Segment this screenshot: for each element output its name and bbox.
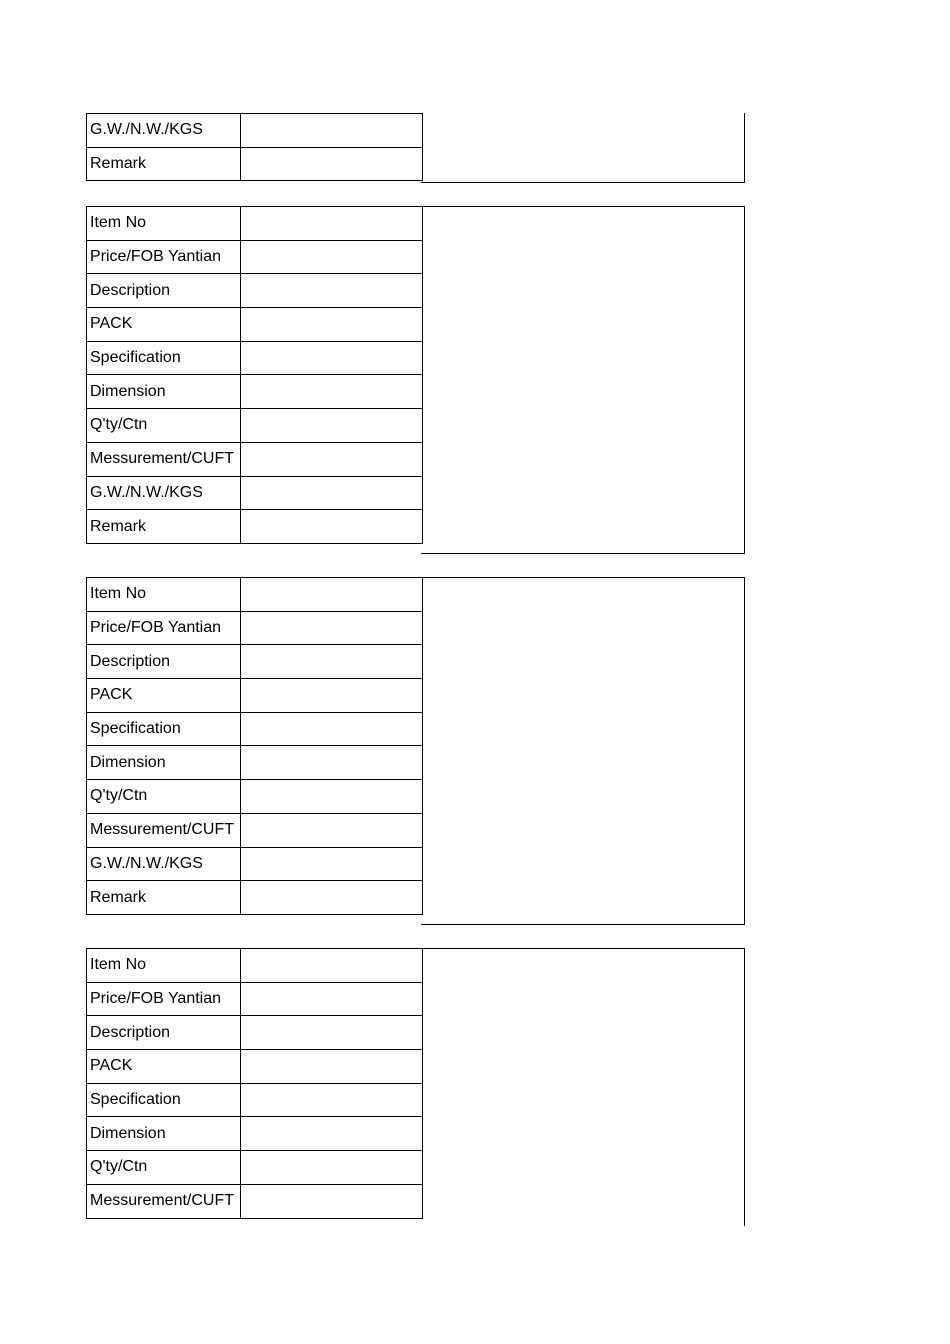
table-row: [87, 847, 423, 881]
row-label: Description: [87, 645, 241, 679]
row-label: Dimension: [87, 375, 241, 409]
row-label: Price/FOB Yantian: [87, 611, 241, 645]
table-row: [87, 645, 423, 679]
row-value[interactable]: [241, 476, 423, 510]
row-label: Remark: [87, 147, 241, 181]
row-label: Price/FOB Yantian: [87, 240, 241, 274]
table-row: [87, 114, 423, 148]
row-value[interactable]: [241, 207, 423, 241]
row-value[interactable]: [241, 409, 423, 443]
row-label: PACK: [87, 679, 241, 713]
row-label: Remark: [87, 881, 241, 915]
table-row: [87, 341, 423, 375]
row-label: Specification: [87, 341, 241, 375]
spec-table: [86, 113, 423, 181]
row-value[interactable]: [241, 1083, 423, 1117]
row-label: PACK: [87, 1050, 241, 1084]
row-value[interactable]: [241, 442, 423, 476]
table-row: [87, 949, 423, 983]
row-value[interactable]: [241, 847, 423, 881]
table-row: [87, 207, 423, 241]
table-row: [87, 578, 423, 612]
row-label: G.W./N.W./KGS: [87, 847, 241, 881]
table-row: [87, 240, 423, 274]
product-image-area: [421, 948, 745, 1226]
table-row: [87, 1184, 423, 1218]
row-label: Dimension: [87, 1117, 241, 1151]
row-label: Q'ty/Ctn: [87, 780, 241, 814]
row-value[interactable]: [241, 240, 423, 274]
table-row: [87, 1083, 423, 1117]
product-block: [86, 206, 745, 554]
row-label: Q'ty/Ctn: [87, 1151, 241, 1185]
table-row: [87, 308, 423, 342]
product-image-area: [421, 113, 745, 183]
row-label: Item No: [87, 207, 241, 241]
table-row: [87, 712, 423, 746]
table-row: [87, 274, 423, 308]
product-block: [86, 577, 745, 925]
row-label: Price/FOB Yantian: [87, 982, 241, 1016]
row-value[interactable]: [241, 712, 423, 746]
row-value[interactable]: [241, 510, 423, 544]
row-value[interactable]: [241, 746, 423, 780]
table-row: [87, 1016, 423, 1050]
row-label: Description: [87, 1016, 241, 1050]
row-value[interactable]: [241, 114, 423, 148]
table-row: [87, 611, 423, 645]
row-label: G.W./N.W./KGS: [87, 476, 241, 510]
row-label: Item No: [87, 578, 241, 612]
row-label: Description: [87, 274, 241, 308]
row-value[interactable]: [241, 274, 423, 308]
table-row: [87, 442, 423, 476]
row-value[interactable]: [241, 1151, 423, 1185]
table-row: [87, 510, 423, 544]
table-row: [87, 780, 423, 814]
spec-table: [86, 948, 423, 1219]
table-row: [87, 375, 423, 409]
table-row: [87, 746, 423, 780]
table-row: [87, 409, 423, 443]
row-value[interactable]: [241, 645, 423, 679]
table-row: [87, 476, 423, 510]
row-label: Dimension: [87, 746, 241, 780]
table-row: [87, 679, 423, 713]
row-value[interactable]: [241, 1016, 423, 1050]
product-image-area: [421, 577, 745, 925]
spec-table: [86, 577, 423, 915]
row-value[interactable]: [241, 308, 423, 342]
row-value[interactable]: [241, 1184, 423, 1218]
row-value[interactable]: [241, 147, 423, 181]
table-row: [87, 1050, 423, 1084]
table-row: [87, 813, 423, 847]
row-label: Specification: [87, 712, 241, 746]
row-label: PACK: [87, 308, 241, 342]
table-row: [87, 1117, 423, 1151]
row-label: Item No: [87, 949, 241, 983]
table-row: [87, 147, 423, 181]
row-label: Messurement/CUFT: [87, 1184, 241, 1218]
row-value[interactable]: [241, 881, 423, 915]
row-value[interactable]: [241, 1050, 423, 1084]
row-label: G.W./N.W./KGS: [87, 114, 241, 148]
product-block-partial-top: [86, 113, 745, 183]
row-value[interactable]: [241, 780, 423, 814]
row-value[interactable]: [241, 578, 423, 612]
row-label: Q'ty/Ctn: [87, 409, 241, 443]
row-value[interactable]: [241, 341, 423, 375]
table-row: [87, 982, 423, 1016]
row-value[interactable]: [241, 375, 423, 409]
table-row: [87, 1151, 423, 1185]
spec-table: [86, 206, 423, 544]
row-label: Messurement/CUFT: [87, 813, 241, 847]
product-image-area: [421, 206, 745, 554]
row-value[interactable]: [241, 982, 423, 1016]
row-label: Remark: [87, 510, 241, 544]
row-value[interactable]: [241, 611, 423, 645]
row-value[interactable]: [241, 813, 423, 847]
row-label: Specification: [87, 1083, 241, 1117]
row-label: Messurement/CUFT: [87, 442, 241, 476]
row-value[interactable]: [241, 679, 423, 713]
table-row: [87, 881, 423, 915]
product-block-partial-bottom: [86, 948, 745, 1226]
row-value[interactable]: [241, 949, 423, 983]
row-value[interactable]: [241, 1117, 423, 1151]
